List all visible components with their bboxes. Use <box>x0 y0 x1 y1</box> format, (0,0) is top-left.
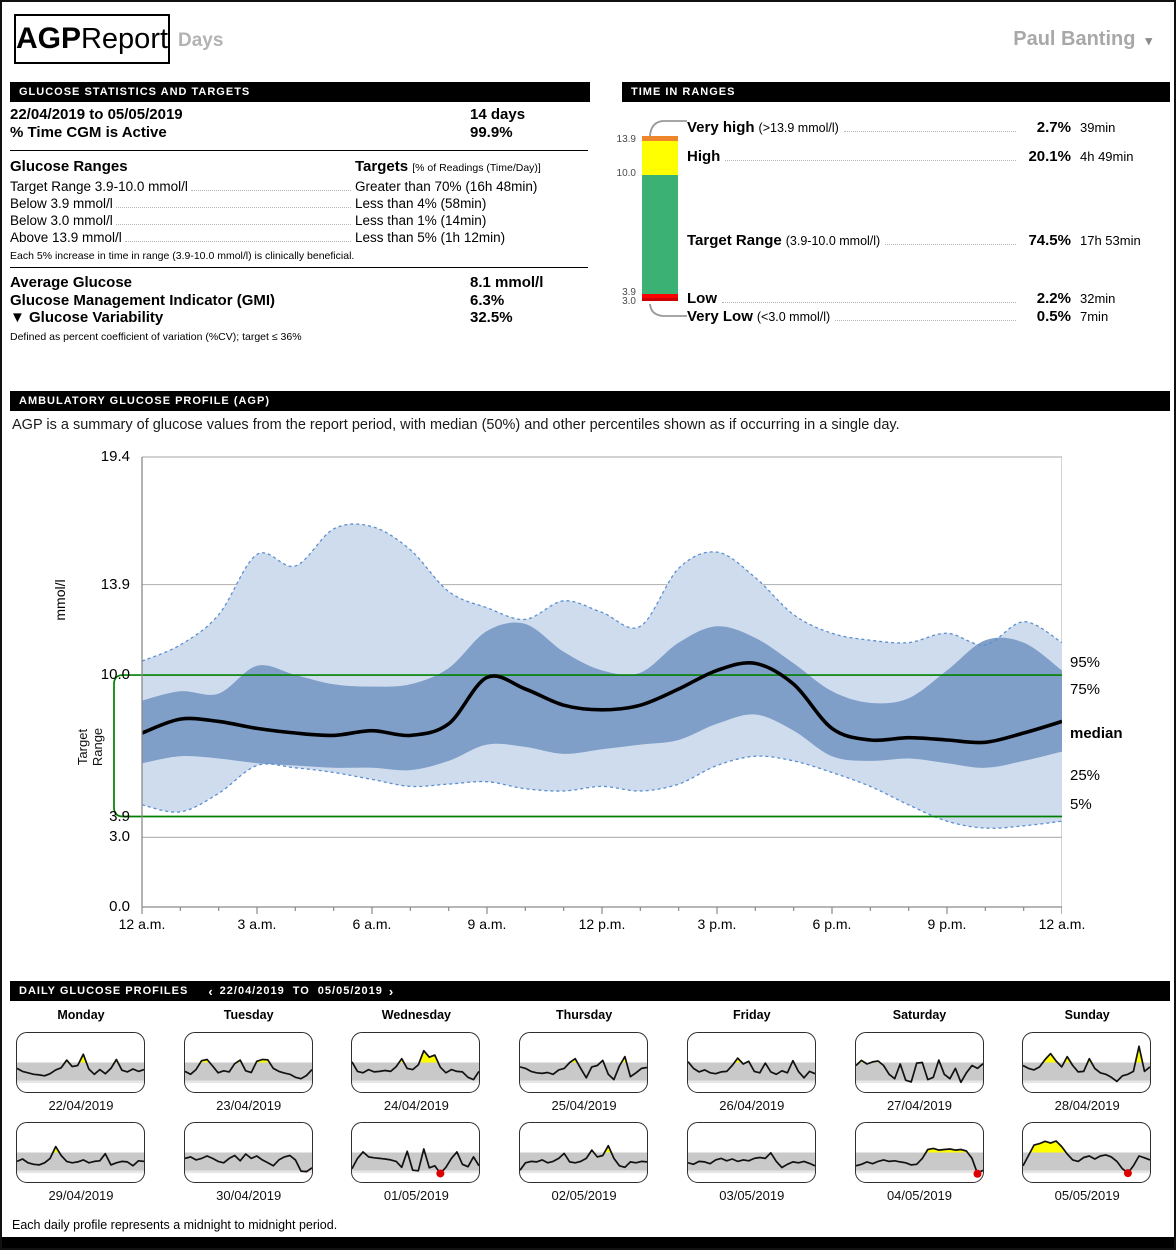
tir-percent: 74.5% <box>1028 232 1071 249</box>
tir-time: 32min <box>1080 291 1116 306</box>
dotted-leader <box>835 320 1016 321</box>
range-label: Below 3.0 mmol/l <box>10 213 113 228</box>
agp-percentile-label-median: median <box>1070 725 1123 743</box>
tir-percent: 0.5% <box>1036 308 1071 325</box>
range-target: Less than 1% (14min) <box>355 213 487 228</box>
segment-target <box>642 175 678 294</box>
agp-percentile-label-25: 25% <box>1070 766 1101 784</box>
dotted-leader <box>191 178 351 191</box>
agp-x-tick: 9 a.m. <box>467 916 507 932</box>
daily-from-date: 22/04/2019 <box>219 985 285 997</box>
range-target: Less than 5% (1h 12min) <box>355 230 506 245</box>
metric-value: 8.1 mmol/l <box>470 274 544 291</box>
metric-rows <box>10 274 588 327</box>
targets-header: Targets [% of Readings (Time/Day)] <box>355 158 541 175</box>
daily-profile-date: 30/04/2019 <box>216 1188 282 1203</box>
dotted-leader <box>116 212 351 225</box>
tir-percent: 20.1% <box>1028 148 1071 165</box>
next-day-range-icon[interactable]: › <box>388 983 395 999</box>
variability-footnote: Defined as percent coefficient of variation (%CV); target ≤ 36% <box>10 330 302 343</box>
cgm-active-label: % Time CGM is Active <box>10 124 167 141</box>
agp-percentile-label-75: 75% <box>1070 681 1101 699</box>
day-name-monday: Monday <box>57 1008 105 1022</box>
day-name-saturday: Saturday <box>892 1008 947 1022</box>
report-date-range: 22/04/2019 to 05/05/2019 <box>10 106 183 123</box>
daily-profile-date: 25/04/2019 <box>551 1098 617 1113</box>
tir-time: 17h 53min <box>1080 233 1141 248</box>
glucose-range-row <box>10 229 588 246</box>
glucose-range-row <box>10 178 588 195</box>
agp-percentile-label-95: 95% <box>1070 654 1101 672</box>
dotted-leader <box>125 229 351 242</box>
day-name-thursday: Thursday <box>555 1008 613 1022</box>
daily-profile-card <box>184 1032 313 1093</box>
logo-bold-text: AGP <box>15 22 81 55</box>
daily-profile-card <box>16 1122 145 1183</box>
tir-percent: 2.2% <box>1036 290 1071 307</box>
metric-label: ▼ Glucose Variability <box>10 309 164 326</box>
range-target: Greater than 70% (16h 48min) <box>355 179 538 194</box>
tir-axis-label: 3.0 <box>622 296 636 307</box>
agp-x-tick: 9 p.m. <box>927 916 967 932</box>
agp-x-tick: 12 p.m. <box>578 916 626 932</box>
daily-profile-card <box>351 1122 480 1183</box>
daily-profile-card <box>855 1122 984 1183</box>
agp-chart <box>107 452 1062 918</box>
tir-range-label: Target Range <box>687 232 782 249</box>
dotted-leader <box>725 160 1016 161</box>
glucose-range-rows <box>10 178 588 246</box>
segment-very-low <box>642 298 678 301</box>
agp-description: AGP is a summary of glucose values from the report period, with median (50%) and other percentiles shown as if occurring in a single day. <box>12 417 900 433</box>
agp-x-tick: 6 a.m. <box>352 916 392 932</box>
metric-label: Average Glucose <box>10 274 132 291</box>
tir-range-label: Low <box>687 290 717 307</box>
tir-row-very-low <box>687 308 1160 325</box>
metric-row <box>10 292 588 310</box>
dotted-leader <box>885 244 1016 245</box>
glucose-range-row <box>10 195 588 212</box>
tir-range-sub: (>13.9 mmol/l) <box>758 121 839 135</box>
stats-summary-block <box>10 106 588 151</box>
daily-profile-date: 28/04/2019 <box>1054 1098 1120 1113</box>
daily-profile-card <box>519 1032 648 1093</box>
targets-note: [% of Readings (Time/Day)] <box>412 162 541 174</box>
tir-benefit-footnote: Each 5% increase in time in range (3.9-10.0 mmol/l) is clinically beneficial. <box>10 250 355 262</box>
agp-y-tick: 3.9 <box>109 807 130 825</box>
agp-x-tick: 3 p.m. <box>697 916 737 932</box>
user-dropdown[interactable] <box>1013 28 1152 51</box>
stats-panel <box>10 106 588 344</box>
metric-value: 6.3% <box>470 291 505 309</box>
agp-x-tick: 12 a.m. <box>118 916 166 932</box>
daily-profile-date: 02/05/2019 <box>551 1188 617 1203</box>
daily-profile-card <box>687 1122 816 1183</box>
metrics-block <box>10 274 588 344</box>
agp-percentile-label-5: 5% <box>1070 795 1092 813</box>
tir-percent: 2.7% <box>1036 119 1071 136</box>
daily-profile-date: 05/05/2019 <box>1054 1188 1120 1203</box>
daily-to-label: TO <box>292 985 310 997</box>
tir-row-low <box>687 290 1160 307</box>
agp-y-tick: 0.0 <box>109 898 130 915</box>
agp-y-tick: 3.0 <box>109 828 130 846</box>
tab-days[interactable]: Days <box>178 30 224 51</box>
daily-profile-date: 03/05/2019 <box>719 1188 785 1203</box>
tir-range-label: High <box>687 148 721 165</box>
agp-y-tick: 13.9 <box>100 575 130 593</box>
tir-time: 39min <box>1080 120 1116 135</box>
daily-to-date: 05/05/2019 <box>317 985 383 997</box>
daily-profile-card <box>16 1032 145 1093</box>
dotted-leader <box>116 195 351 208</box>
agp-y-tick: 10.0 <box>100 666 130 684</box>
tir-bottom-connector-icon <box>647 302 691 324</box>
range-label: Target Range 3.9-10.0 mmol/l <box>10 179 188 194</box>
cgm-active-value: 99.9% <box>470 124 513 141</box>
agp-x-tick: 12 a.m. <box>1038 916 1086 932</box>
agp-x-tick: 6 p.m. <box>812 916 852 932</box>
agp-section-header: AMBULATORY GLUCOSE PROFILE (AGP) <box>10 391 1170 411</box>
tir-top-connector-icon <box>647 114 691 138</box>
tir-section-header: TIME IN RANGES <box>622 82 1170 102</box>
daily-profile-card <box>519 1122 648 1183</box>
daily-profile-date: 23/04/2019 <box>216 1098 282 1113</box>
daily-profile-card <box>1022 1122 1151 1183</box>
tir-range-label: Very high <box>687 119 755 136</box>
segment-high <box>642 141 678 175</box>
metric-label: Glucose Management Indicator (GMI) <box>10 291 276 309</box>
report-days: 14 days <box>470 106 526 123</box>
metric-row <box>10 309 588 327</box>
daily-profile-date: 29/04/2019 <box>48 1188 114 1203</box>
agp-x-tick: 3 a.m. <box>237 916 277 932</box>
daily-profile-date: 01/05/2019 <box>383 1188 449 1203</box>
metric-row <box>10 274 588 292</box>
day-name-friday: Friday <box>733 1008 771 1022</box>
app-logo <box>14 14 170 64</box>
daily-profile-card <box>351 1032 480 1093</box>
daily-profile-card <box>855 1032 984 1093</box>
logo-light-text: Report <box>80 22 169 55</box>
tir-axis-label: 13.9 <box>616 134 636 145</box>
agp-target-range-label: Target Range <box>75 727 105 767</box>
tir-stacked-bar <box>642 136 678 301</box>
daily-profile-card <box>184 1122 313 1183</box>
tir-axis-label: 10.0 <box>616 168 636 179</box>
tir-row-very-high <box>687 119 1160 136</box>
user-name: Paul Banting <box>1013 28 1136 50</box>
daily-profile-date: 27/04/2019 <box>886 1098 953 1113</box>
daily-section-header <box>10 981 1170 1001</box>
daily-profile-date: 24/04/2019 <box>383 1098 449 1113</box>
tir-range-sub: (<3.0 mmol/l) <box>756 310 831 324</box>
day-name-tuesday: Tuesday <box>223 1008 274 1022</box>
range-label: Above 13.9 mmol/l <box>10 230 122 245</box>
daily-section-title: DAILY GLUCOSE PROFILES <box>19 985 189 997</box>
day-name-sunday: Sunday <box>1064 1008 1110 1022</box>
dotted-leader <box>844 131 1016 132</box>
tir-row-high <box>687 148 1160 165</box>
dotted-leader <box>722 302 1016 303</box>
prev-day-range-icon[interactable]: ‹ <box>208 983 214 999</box>
tir-range-label: Very Low <box>687 308 753 325</box>
tir-range-sub: (3.9-10.0 mmol/l) <box>785 234 881 248</box>
daily-profile-card <box>687 1032 816 1093</box>
metric-value: 32.5% <box>470 309 513 326</box>
agp-y-tick: 19.4 <box>100 448 130 465</box>
day-name-wednesday: Wednesday <box>381 1008 452 1022</box>
tir-row-target-range <box>687 232 1160 249</box>
range-target: Less than 4% (58min) <box>355 196 487 211</box>
daily-profile-date: 22/04/2019 <box>48 1098 114 1113</box>
ranges-header: Glucose Ranges <box>10 158 128 175</box>
daily-profile-date: 04/05/2019 <box>886 1188 953 1203</box>
tir-axis-label: 3.9 <box>622 287 636 298</box>
glucose-ranges-block <box>10 157 588 268</box>
bottom-bar <box>2 1237 1174 1248</box>
daily-profile-card <box>1022 1032 1151 1093</box>
stats-section-header: GLUCOSE STATISTICS AND TARGETS <box>10 82 590 102</box>
tir-time: 4h 49min <box>1080 149 1134 164</box>
agp-y-axis-title: mmol/l <box>52 579 68 621</box>
range-label: Below 3.9 mmol/l <box>10 196 113 211</box>
glucose-range-row <box>10 212 588 229</box>
daily-footnote: Each daily profile represents a midnight to midnight period. <box>12 1218 338 1232</box>
chevron-down-icon: ▾ <box>1145 33 1152 48</box>
tir-time: 7min <box>1080 309 1109 324</box>
daily-profile-date: 26/04/2019 <box>719 1098 785 1113</box>
